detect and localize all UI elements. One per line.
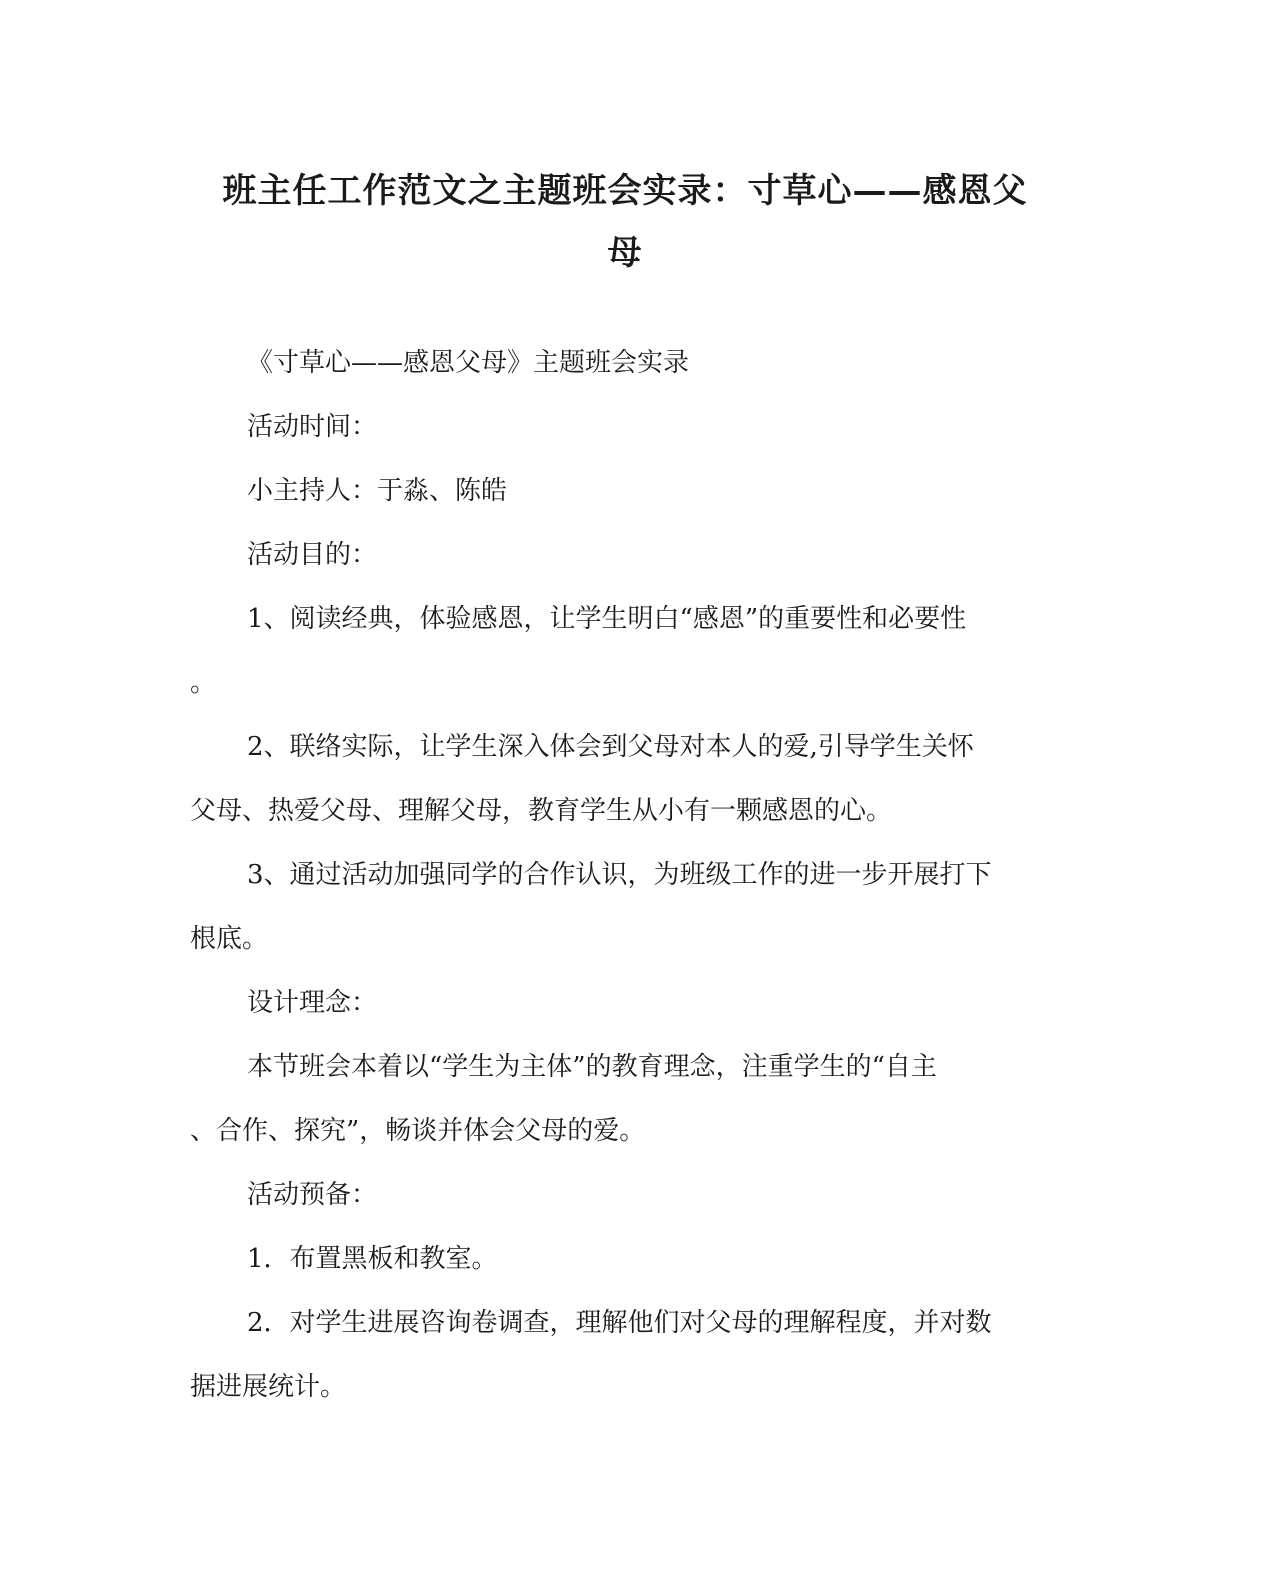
paragraph-purpose-3: 3、通过活动加强同学的合作认识，为班级工作的进一步开展打下 bbox=[247, 860, 992, 890]
paragraph-purpose-3-cont: 根底。 bbox=[190, 924, 269, 954]
paragraph-hosts: 小主持人：于淼、陈皓 bbox=[247, 476, 508, 506]
paragraph-prep-2: 2．对学生进展咨询卷调查，理解他们对父母的理解程度，并对数 bbox=[247, 1308, 992, 1338]
document-body bbox=[190, 331, 1065, 1419]
title-line-2: 母 bbox=[607, 233, 643, 273]
paragraph-prep-2-cont: 据进展统计。 bbox=[190, 1372, 347, 1402]
paragraph-design-label: 设计理念： bbox=[247, 988, 378, 1018]
paragraph-purpose-1-cont: 。 bbox=[190, 668, 217, 698]
paragraph-activity-time: 活动时间： bbox=[247, 412, 378, 442]
paragraph-purpose-1: 1、阅读经典，体验感恩，让学生明白“感恩”的重要性和必要性 bbox=[247, 604, 967, 634]
paragraph-heading: 《寸草心——感恩父母》主题班会实录 bbox=[247, 348, 690, 378]
paragraph-prep-1: 1．布置黑板和教室。 bbox=[247, 1244, 498, 1274]
paragraph-purpose-2: 2、联络实际，让学生深入体会到父母对本人的爱,引导学生关怀 bbox=[247, 732, 974, 762]
title-line-1: 班主任工作范文之主题班会实录：寸草心——感恩父 bbox=[222, 171, 1028, 211]
paragraph-purpose-label: 活动目的： bbox=[247, 540, 378, 570]
paragraph-design-text: 本节班会本着以“学生为主体”的教育理念，注重学生的“自主 bbox=[247, 1052, 937, 1082]
paragraph-purpose-2-cont: 父母、热爱父母、理解父母，教育学生从小有一颗感恩的心。 bbox=[190, 796, 893, 826]
document-title bbox=[190, 160, 1060, 284]
paragraph-design-text-cont: 、合作、探究”，畅谈并体会父母的爱。 bbox=[190, 1116, 646, 1146]
paragraph-prep-label: 活动预备： bbox=[247, 1180, 378, 1210]
